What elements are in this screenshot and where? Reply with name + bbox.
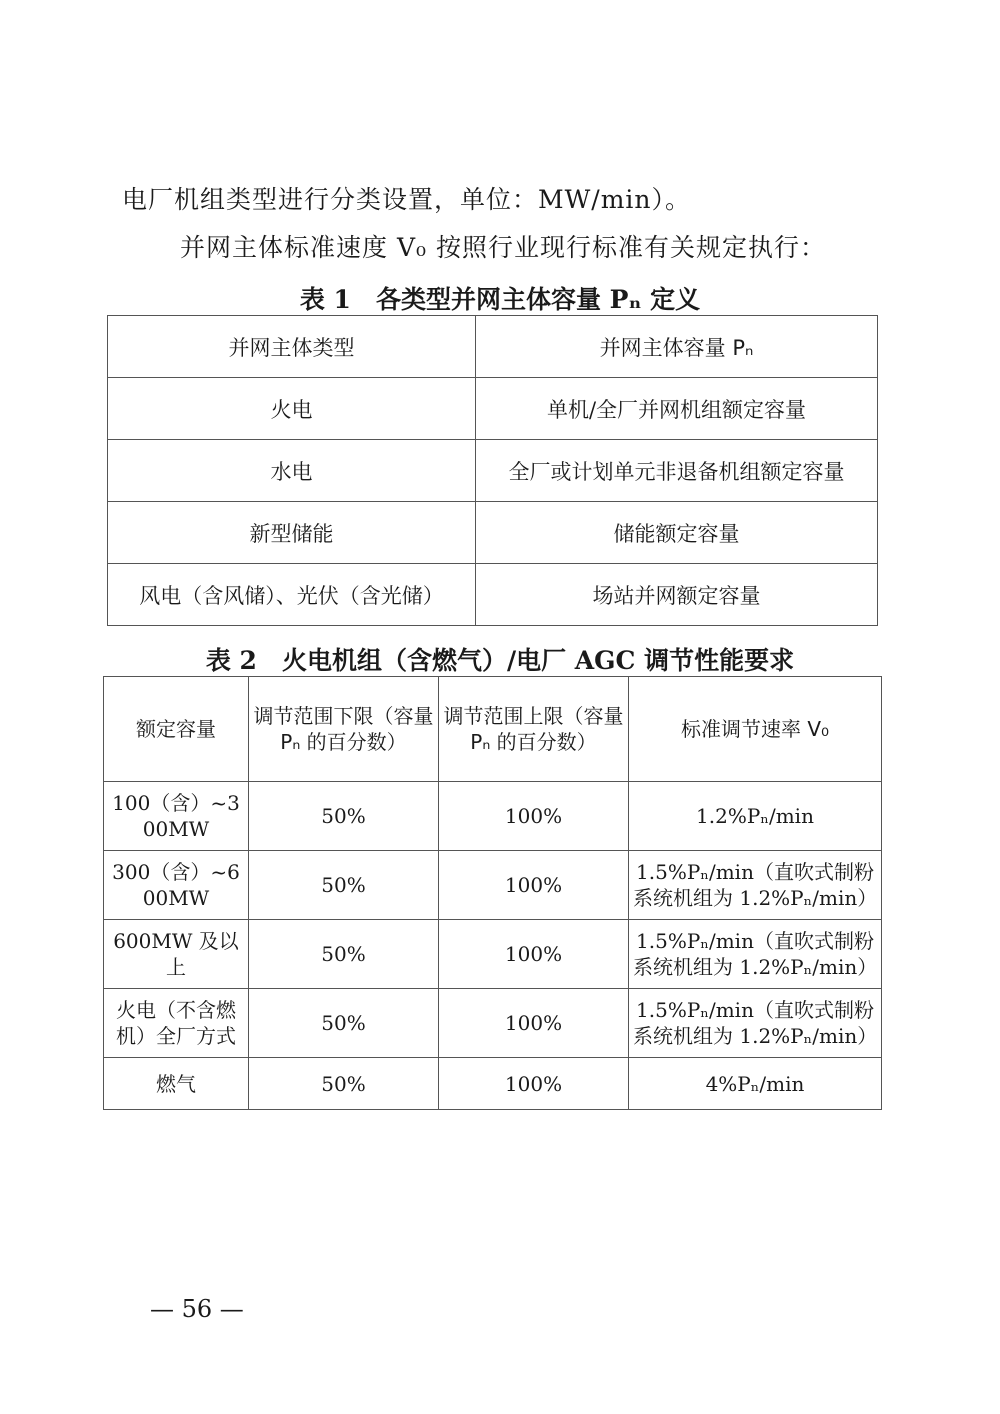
table2-cell: 4%Pₙ/min [629, 1058, 882, 1110]
table1-cell: 火电 [108, 378, 476, 440]
table-row [108, 502, 878, 564]
table2-header-row [104, 677, 882, 782]
table1-cell: 场站并网额定容量 [476, 564, 878, 626]
table2-caption: 表 2 火电机组（含燃气）/电厂 AGC 调节性能要求 [205, 646, 795, 675]
table2-cell: 燃气 [104, 1058, 249, 1110]
table1-header-row [108, 316, 878, 378]
table2-cell: 100% [439, 1058, 629, 1110]
table2-header-upper-limit: 调节范围上限（容量 Pₙ 的百分数） [439, 677, 629, 782]
table-row [104, 989, 882, 1058]
table2-cell: 600MW 及以上 [104, 920, 249, 989]
table2-cell: 50% [249, 851, 439, 920]
paragraph-line-2: 并网主体标准速度 V₀ 按照行业现行标准有关规定执行： [180, 233, 826, 262]
table2-cell: 1.5%Pₙ/min（直吹式制粉系统机组为 1.2%Pₙ/min） [629, 920, 882, 989]
table-row [108, 440, 878, 502]
table2-cell: 50% [249, 1058, 439, 1110]
table2-cell: 50% [249, 782, 439, 851]
table2-cell: 1.5%Pₙ/min（直吹式制粉系统机组为 1.2%Pₙ/min） [629, 989, 882, 1058]
table2-cell: 300（含）~600MW [104, 851, 249, 920]
table-row [104, 782, 882, 851]
table2 [103, 676, 882, 1110]
table2-cell: 100% [439, 989, 629, 1058]
table2-cell: 50% [249, 989, 439, 1058]
table2-cell: 1.2%Pₙ/min [629, 782, 882, 851]
table2-cell: 100% [439, 851, 629, 920]
table1-cell: 全厂或计划单元非退备机组额定容量 [476, 440, 878, 502]
table-row [108, 378, 878, 440]
table2-cell: 50% [249, 920, 439, 989]
table1-header-capacity: 并网主体容量 Pₙ [476, 316, 878, 378]
table1-cell: 新型储能 [108, 502, 476, 564]
table2-cell: 火电（不含燃机）全厂方式 [104, 989, 249, 1058]
table1 [107, 315, 878, 626]
table-row [104, 851, 882, 920]
table-row [104, 920, 882, 989]
table1-cell: 单机/全厂并网机组额定容量 [476, 378, 878, 440]
table2-header-rate: 标准调节速率 V₀ [629, 677, 882, 782]
table1-header-type: 并网主体类型 [108, 316, 476, 378]
table2-cell: 1.5%Pₙ/min（直吹式制粉系统机组为 1.2%Pₙ/min） [629, 851, 882, 920]
table2-cell: 100% [439, 782, 629, 851]
table1-cell: 水电 [108, 440, 476, 502]
table1-caption: 表 1 各类型并网主体容量 Pₙ 定义 [299, 285, 701, 314]
table2-cell: 100（含）~300MW [104, 782, 249, 851]
table2-cell: 100% [439, 920, 629, 989]
paragraph-line-1: 电厂机组类型进行分类设置，单位：MW/min）。 [122, 185, 692, 214]
page-number: — 56 — [150, 1295, 244, 1323]
table-row [104, 1058, 882, 1110]
table1-cell: 风电（含风储）、光伏（含光储） [108, 564, 476, 626]
table1-cell: 储能额定容量 [476, 502, 878, 564]
table2-header-lower-limit: 调节范围下限（容量 Pₙ 的百分数） [249, 677, 439, 782]
table2-header-capacity: 额定容量 [104, 677, 249, 782]
table-row [108, 564, 878, 626]
